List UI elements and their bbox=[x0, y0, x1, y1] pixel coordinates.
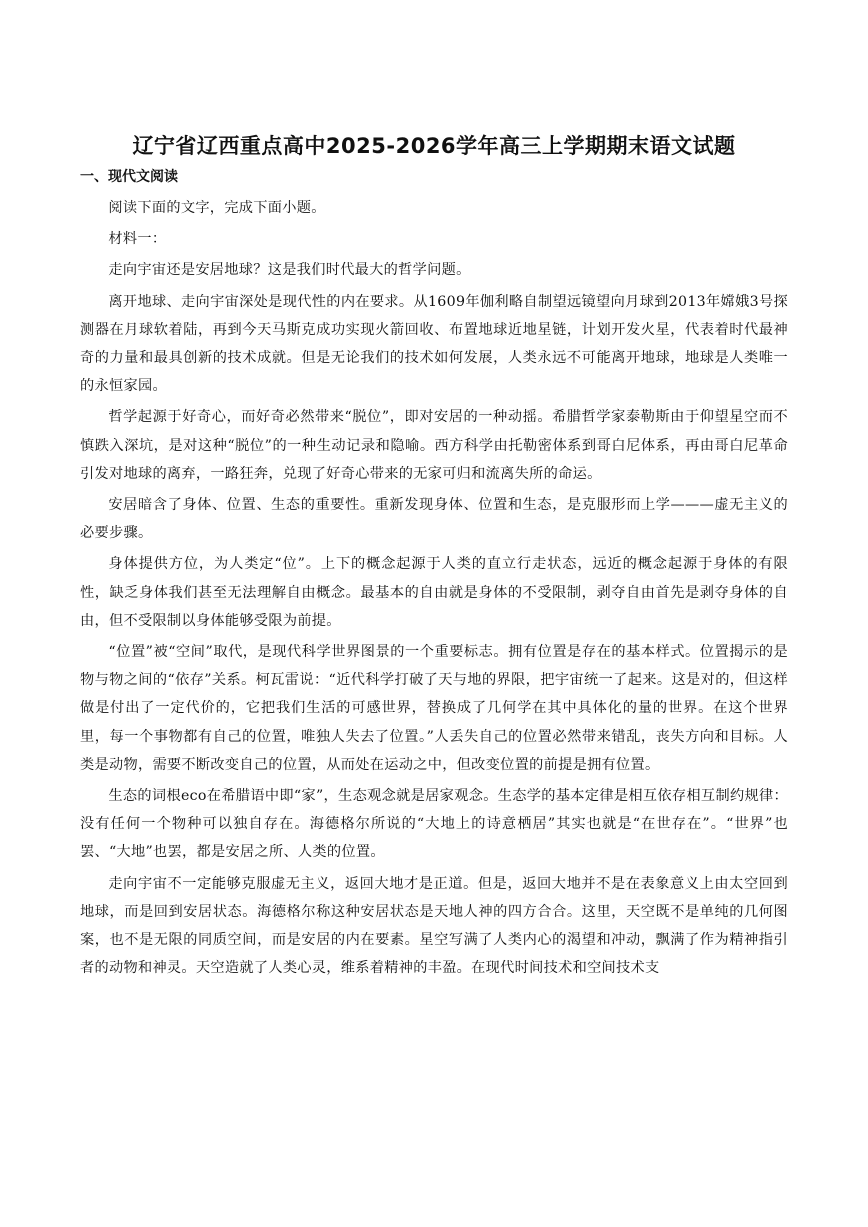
section-heading: 一、现代文阅读 bbox=[80, 169, 178, 185]
paragraph: 生态的词根eco在希腊语中即“家”，生态观念就是居家观念。生态学的基本定律是相互依存相互制约规律：没有任何一个物种可以独自存在。海德格尔所说的“大地上的诗意栖居”其实也就是“在世存在”。“世界”也罢、“大地”也罢，都是安居之所、人类的位置。 bbox=[80, 788, 788, 861]
paragraph: “位置”被“空间”取代，是现代科学世界图景的一个重要标志。拥有位置是存在的基本样式。位置揭示的是物与物之间的“依存”关系。柯瓦雷说：“近代科学打破了天与地的界限，把宇宙统一了起来。这是对的，但这样做是付出了一定代价的，它把我们生活的可感世界，替换成了几何学在其中具体化的量的世界。在这个世界里，每一个事物都有自己的位置，唯独人失去了位置。”人丢失自己的位置必然带来错乱，丧失方向和目标。人类是动物，需要不断改变自己的位置，从而处在运动之中，但改变位置的前提是拥有位置。 bbox=[80, 644, 788, 773]
paragraph: 离开地球、走向宇宙深处是现代性的内在要求。从1609年伽利略自制望远镜望向月球到2013年嫦娥3号探测器在月球软着陆，再到今天马斯克成功实现火箭回收、布置地球近地星链，计划开发火星，代表着时代最神奇的力量和最具创新的技术成就。但是无论我们的技术如何发展，人类永远不可能离开地球，地球是人类唯一的永恒家园。 bbox=[80, 293, 788, 395]
paragraph: 身体提供方位，为人类定“位”。上下的概念起源于人类的直立行走状态，远近的概念起源于身体的有限性，缺乏身体我们甚至无法理解自由概念。最基本的自由就是身体的不受限制，剥夺自由首先是剥夺身体的自由，但不受限制以身体能够受限为前提。 bbox=[80, 556, 788, 629]
paragraph-instruction: 阅读下面的文字，完成下面小题。 bbox=[108, 200, 326, 216]
paragraph: 走向宇宙不一定能够克服虚无主义，返回大地才是正道。但是，返回大地并不是在表象意义上由太空回到地球，而是回到安居状态。海德格尔称这种安居状态是天地人神的四方合合。这里，天空既不是单纯的几何图案，也不是无限的同质空间，而是安居的内在要素。星空写满了人类内心的渴望和冲动，飘满了作为精神指引者的动物和神灵。天空造就了人类心灵，维系着精神的丰盈。在现代时间技术和空间技术支 bbox=[80, 875, 788, 977]
paragraph: 安居暗含了身体、位置、生态的重要性。重新发现身体、位置和生态，是克服形而上学———虚无主义的必要步骤。 bbox=[80, 497, 788, 542]
paragraph: 哲学起源于好奇心，而好奇必然带来“脱位”，即对安居的一种动摇。希腊哲学家泰勒斯由于仰望星空而不慎跌入深坑，是对这种“脱位”的一种生动记录和隐喻。西方科学由托勒密体系到哥白尼体系，再由哥白尼革命引发对地球的离弃，一路狂奔，兑现了好奇心带来的无家可归和流离失所的命运。 bbox=[80, 409, 788, 482]
paragraph: 走向宇宙还是安居地球？这是我们时代最大的哲学问题。 bbox=[108, 262, 471, 279]
paragraph-material-label: 材料一： bbox=[108, 231, 167, 248]
page-title: 辽宁省辽西重点高中2025-2026学年高三上学期期末语文试题 bbox=[132, 134, 736, 158]
